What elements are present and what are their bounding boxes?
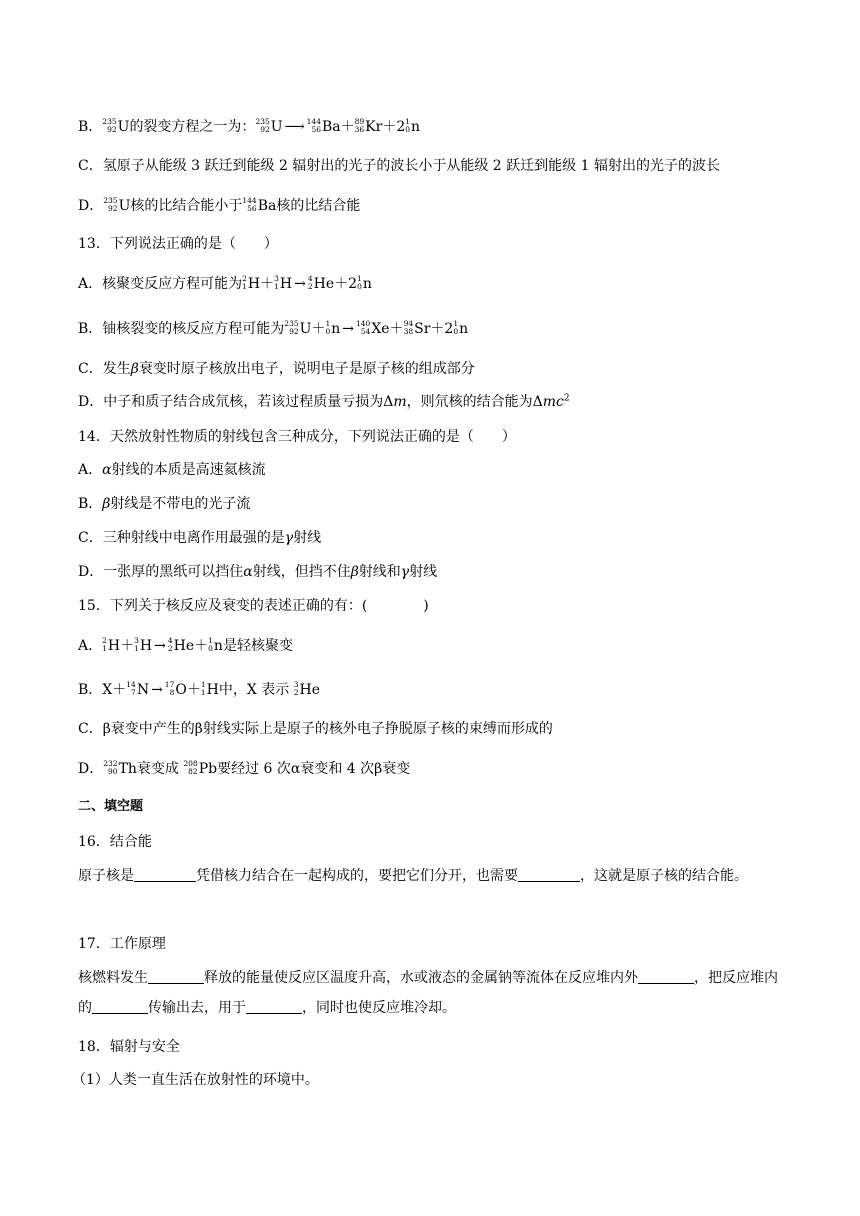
superscript-2: 2 <box>563 393 570 404</box>
q13-option-a: A．核聚变反应方程可能为 2 1 H＋ 3 1 H → 4 2 He＋2 1 0 n <box>78 274 372 292</box>
fill-blank[interactable] <box>638 969 694 984</box>
nuclide-neutron: 1 0 n <box>208 636 223 654</box>
question-18-stem: 18．辐射与安全 <box>78 1039 180 1055</box>
option-label: B． <box>78 119 103 135</box>
reaction-arrow: ⟶ <box>284 119 305 135</box>
beta-symbol: β <box>130 361 139 377</box>
q15-option-d: D． 232 90 Th衰变成 208 82 Pb要经过 6 次α衰变和 4 次β衰变 <box>78 759 411 777</box>
q14-option-c: C．三种射线中电离作用最强的是γ射线 <box>78 530 322 546</box>
question-14-stem: 14．天然放射性物质的射线包含三种成分，下列说法正确的是（ ） <box>78 429 516 445</box>
q13-option-b: B．铀核裂变的核反应方程可能为 235 92 U＋ 1 0 n → 140 54 Xe＋ 94 38 Sr＋2 1 0 n <box>78 319 469 337</box>
nuclide-xe140: 140 54 Xe <box>355 319 390 337</box>
nuclide-neutron: 1 0 n <box>325 319 341 337</box>
q13-option-d: D．中子和质子结合成氘核，若该过程质量亏损为Δm，则氘核的结合能为Δmc$^2$ <box>78 393 570 410</box>
nuclide-u235: 235 92 U <box>103 196 131 214</box>
gamma-symbol: γ <box>400 564 410 580</box>
q12-option-c: C．氢原子从能级 3 跃迁到能级 2 辐射出的光子的波长小于从能级 2 跃迁到能级 1 辐射出的光子的波长 <box>78 158 720 174</box>
nuclide-o17: 17 8 O <box>164 680 187 698</box>
question-17-stem: 17．工作原理 <box>78 936 166 952</box>
fill-blank[interactable] <box>518 867 580 882</box>
nuclide-u235: 235 92 U <box>255 117 283 135</box>
alpha-symbol: α <box>102 462 112 478</box>
q14-option-d: D．一张厚的黑纸可以挡住α射线，但挡不住β射线和γ射线 <box>78 564 438 580</box>
q13-option-c: C．发生β衰变时原子核放出电子，说明电子是原子核的组成部分 <box>78 361 475 377</box>
q17-body: 核燃料发生 释放的能量使反应区温度升高，水或液态的金属钠等流体在反应堆内外 ，把反应堆内的 传输出去，用于 ，同时也使反应堆冷却。 <box>78 970 778 1016</box>
fill-blank[interactable] <box>92 999 148 1014</box>
nuclide-ba144: 144 56 Ba <box>306 117 341 135</box>
nuclide-n14: 14 7 N <box>126 680 150 698</box>
fill-blank[interactable] <box>246 999 302 1014</box>
fill-blank[interactable] <box>148 969 204 984</box>
beta-symbol: β <box>102 496 111 512</box>
reaction-arrow: → <box>342 321 354 337</box>
alpha-symbol: α <box>243 564 253 580</box>
nuclide-u235: 235 92 U <box>102 117 130 135</box>
nuclide-h3: 3 1 H <box>274 274 293 292</box>
nuclide-h1: 1 1 H <box>200 680 219 698</box>
option-text: A．核聚变反应方程可能为 <box>78 276 243 292</box>
reaction-arrow: → <box>294 276 306 292</box>
nuclide-he4: 4 2 He <box>307 274 335 292</box>
nuclide-sr94: 94 38 Sr <box>403 319 431 337</box>
q18-subitem-1: （1）人类一直生活在放射性的环境中。 <box>72 1072 319 1088</box>
option-text: 核的比结合能小于 <box>130 198 243 214</box>
q15-option-c: C．β衰变中产生的β射线实际上是原子的核外电子挣脱原子核的束缚而形成的 <box>78 721 553 737</box>
nuclide-he3: 3 2 He <box>293 680 320 698</box>
q12-option-d <box>78 196 780 216</box>
option-text: 核的比结合能 <box>276 198 361 214</box>
nuclide-neutron: 1 0 n <box>405 117 421 135</box>
nuclide-pb208: 208 82 Pb <box>183 759 218 777</box>
section-heading-fill-in: 二、填空题 <box>78 799 144 814</box>
q14-option-a: A．α射线的本质是高速氦核流 <box>78 462 266 478</box>
nuclide-neutron: 1 0 n <box>453 319 469 337</box>
question-16-stem: 16．结合能 <box>78 834 152 850</box>
nuclide-th232: 232 90 Th <box>103 759 137 777</box>
nuclide-h3: 3 1 H <box>134 636 153 654</box>
nuclide-kr89: 89 36 Kr <box>354 117 383 135</box>
nuclide-neutron: 1 0 n <box>357 274 372 292</box>
nuclide-he4: 4 2 He <box>167 636 195 654</box>
option-text: 的裂变方程之一为： <box>129 119 256 135</box>
gamma-symbol: γ <box>284 530 294 546</box>
option-label: D． <box>78 198 104 214</box>
nuclide-u235: 235 92 U <box>284 319 312 337</box>
reaction-arrow: → <box>151 682 163 698</box>
q16-body: 原子核是 凭借核力结合在一起构成的，要把它们分开，也需要 ，这就是原子核的结合能。 <box>78 868 748 884</box>
reaction-arrow: → <box>154 638 166 654</box>
option-text: B．铀核裂变的核反应方程可能为 <box>78 321 285 337</box>
mc-symbol: mc <box>542 394 564 410</box>
q12-option-b: B． 235 92 U的裂变方程之一为： 235 92 U ⟶ 144 56 Ba＋ 89 36 Kr＋2 1 0 n <box>78 117 421 135</box>
nuclide-h2: 2 1 H <box>242 274 261 292</box>
question-15-stem: 15．下列关于核反应及衰变的表述正确的有：( ) <box>78 598 429 614</box>
question-13-stem: 13．下列说法正确的是（ ） <box>78 236 278 252</box>
mass-symbol: m <box>393 394 407 410</box>
q15-option-b: B．X＋ 14 7 N → 17 8 O＋ 1 1 H中，X 表示 3 2 He <box>78 680 320 698</box>
fill-blank[interactable] <box>134 867 196 882</box>
q15-option-a: A． 2 1 H＋ 3 1 H → 4 2 He＋ 1 0 n是轻核聚变 <box>78 636 293 654</box>
beta-symbol: β <box>350 564 359 580</box>
nuclide-ba144: 144 56 Ba <box>242 196 277 214</box>
nuclide-h2: 2 1 H <box>102 636 121 654</box>
q14-option-b: B．β射线是不带电的光子流 <box>78 496 251 512</box>
